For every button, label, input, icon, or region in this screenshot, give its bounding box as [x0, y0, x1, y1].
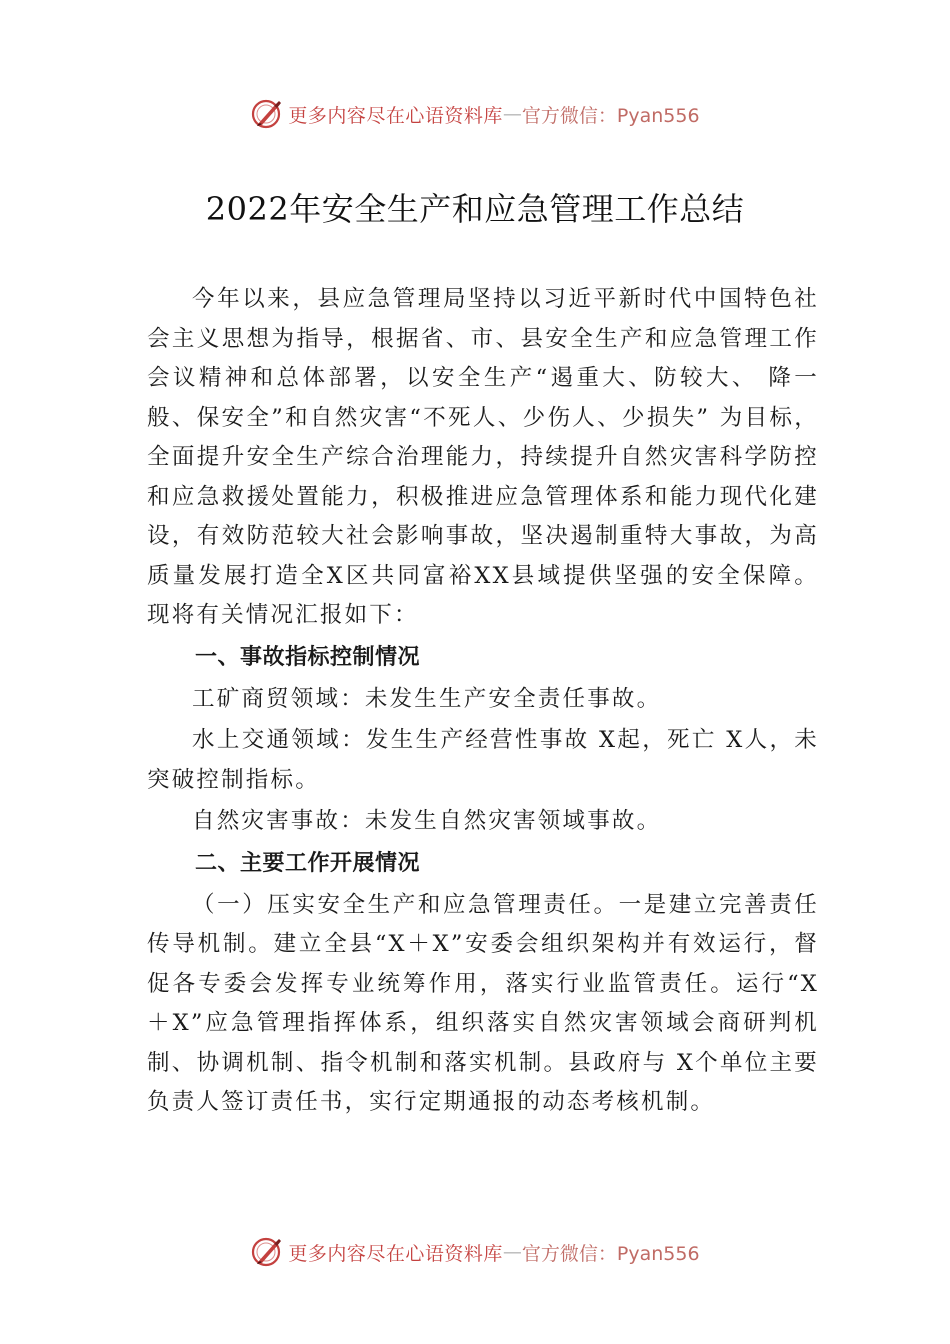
watermark-separator: —: [502, 1241, 522, 1263]
watermark-banner-bottom: [0, 1232, 950, 1272]
watermark-wechat: 官方微信：Pyan556: [521, 1242, 700, 1265]
watermark-separator: —: [502, 103, 522, 125]
document-body: [147, 280, 819, 1123]
watermark-text: 更多内容尽在心语资料库: [288, 1242, 503, 1265]
watermark-banner-top: [0, 94, 950, 134]
heading-main-work: 二、主要工作开展情况: [195, 850, 421, 876]
paragraph-responsibility: （一）压实安全生产和应急管理责任。一是建立完善责任传导机制。建立全县“X＋X”安委会组织架构并有效运行，督促各专委会发挥专业统筹作用，落实行业监管责任。运行“X＋X”应急管理指挥体系，组织落实自然灾害领域会商研判机制、协调机制、指令机制和落实机制。县政府与 X个单位主要负责人签订责任书，实行定期通报的动态考核机制。: [147, 891, 819, 1115]
paragraph-water-traffic: 水上交通领域：发生生产经营性事故 X起，死亡 X人，未突破控制指标。: [147, 727, 819, 793]
document-title: 2022年安全生产和应急管理工作总结: [205, 190, 745, 228]
watermark-wechat: 官方微信：Pyan556: [521, 104, 700, 127]
paragraph-intro: 今年以来，县应急管理局坚持以习近平新时代中国特色社会主义思想为指导，根据省、市、县安全生产和应急管理工作会议精神和总体部署，以安全生产“遏重大、防较大、 降一般、保安全”和自然灾害“不死人、少伤人、少损失” 为目标，全面提升安全生产综合治理能力，持续提升自然灾害科学防控和应急救援处置能力，积极推进应急管理体系和能力现代化建设，有效防范较大社会影响事故，坚决遏制重特大事故，为高质量发展打造全X区共同富裕XX县域提供坚强的安全保障。现将有关情况汇报如下：: [147, 286, 819, 628]
paragraph-natural-disaster: 自然灾害事故：未发生自然灾害领域事故。: [192, 808, 662, 834]
watermark-text: 更多内容尽在心语资料库: [288, 104, 503, 127]
brush-logo-icon: [250, 97, 284, 131]
brush-logo-icon: [250, 1235, 284, 1269]
paragraph-industry: 工矿商贸领域：未发生生产安全责任事故。: [192, 685, 662, 712]
heading-accident-indicators: 一、事故指标控制情况: [195, 644, 421, 670]
